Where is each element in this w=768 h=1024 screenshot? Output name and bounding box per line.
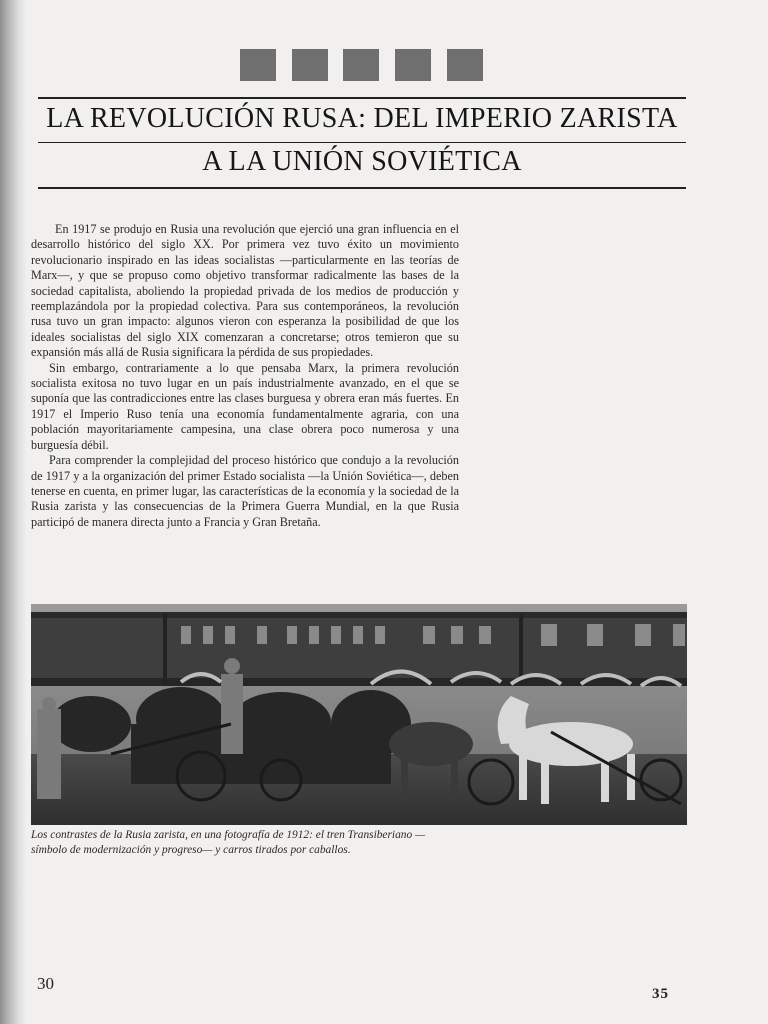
page-title-line-1: LA REVOLUCIÓN RUSA: DEL IMPERIO ZARISTA	[46, 103, 678, 134]
historical-photo	[31, 604, 687, 825]
page-number-left: 30	[37, 974, 54, 993]
title-rule-top	[38, 97, 686, 99]
decor-block	[240, 49, 276, 81]
decor-block	[292, 49, 328, 81]
photo-caption: Los contrastes de la Rusia zarista, en una fotografía de 1912: el tren Transiberiano —símbolo de modernización y progreso— y carros tirados por caballos.	[31, 829, 426, 856]
article-body	[31, 222, 459, 530]
title-rule-bottom	[38, 187, 686, 189]
decor-block	[447, 49, 483, 81]
title-rule-middle	[38, 142, 686, 143]
decor-block	[395, 49, 431, 81]
book-spine-shadow	[0, 0, 26, 1024]
decor-block	[343, 49, 379, 81]
paragraph-3: Para comprender la complejidad del proceso histórico que condujo a la revolución de 1917 y a la organización del primer Estado socialista —la Unión Soviética—, deben tenerse en cuenta, en primer lugar, las características de la economía y la sociedad de la Rusia zarista y las consecuencias de la Primera Guerra Mundial, en la que Rusia participó de manera directa junto a Francia y Gran Bretaña.	[31, 453, 459, 529]
paragraph-2: Sin embargo, contrariamente a lo que pensaba Marx, la primera revolución socialista exitosa no tuvo lugar en un país industrialmente avanzado, en el que se suponía que las contradicciones entre las clases burguesa y obrera eran más fuertes. En 1917 el Imperio Ruso tenía una economía fundamentalmente agraria, con una población mayoritariamente campesina, una clase obrera poco numerosa y una burguesía débil.	[31, 360, 459, 452]
photo-train-and-horse-carts	[31, 604, 687, 825]
paragraph-1: En 1917 se produjo en Rusia una revolución que ejerció una gran influencia en el desarrollo histórico del siglo XX. Por primera vez tuvo éxito un movimiento revolucionario inspirado en las ideas socialistas —particularmente en las teorías de Marx—, y que se propuso como objetivo transformar radicalmente las bases de la sociedad capitalista, aboliendo la propiedad privada de los medios de producción y reemplazándola por la propiedad colectiva. Para sus contemporáneos, la revolución rusa tuvo un gran impacto: algunos vieron con esperanza la posibilidad de que los ideales socialistas del siglo XIX comenzaran a concretarse; otros temieron que su expansión más allá de Rusia significara la pérdida de sus propiedades.	[31, 222, 459, 360]
page-title-line-2: A LA UNIÓN SOVIÉTICA	[202, 146, 522, 177]
page-number-right: 35	[652, 986, 669, 1002]
